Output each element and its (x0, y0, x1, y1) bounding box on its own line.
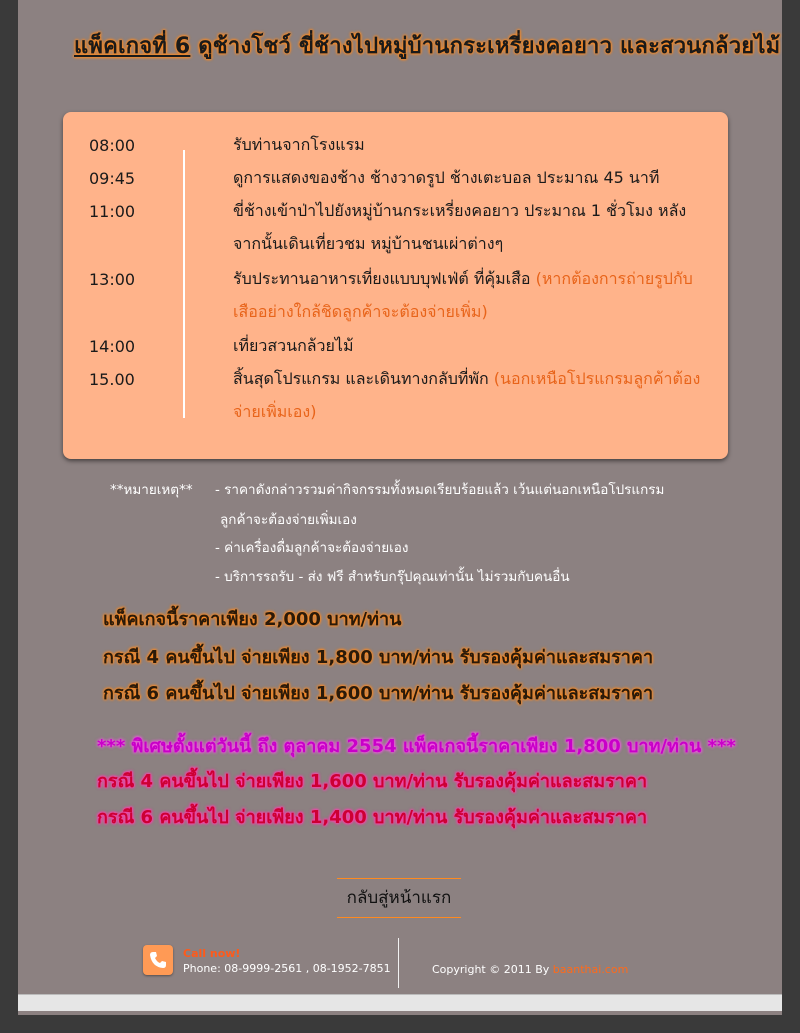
call-now-label: Call now! (183, 947, 241, 960)
schedule-desc: เที่ยวสวนกล้วยไม้ (233, 336, 354, 355)
package-label: แพ็คเกจที่ 6 (74, 34, 191, 59)
phone-numbers: Phone: 08-9999-2561 , 08-1952-7851 (183, 962, 391, 975)
remark-line: - ราคาดังกล่าวรวมค่ากิจกรรมทั้งหมดเรียบร้อยแล้ว เว้นแต่นอกเหนือโปรแกรม (215, 482, 665, 498)
schedule-time: 15.00 (89, 370, 135, 389)
promo-headline: *** พิเศษตั้งแต่วันนี้ ถึง ตุลาคม 2554 แพ็คเกจนี้ราคาเพียง 1,800 บาท/ท่าน *** (97, 736, 736, 757)
remark-line: - ค่าเครื่องดื่มลูกค้าจะต้องจ่ายเอง (215, 540, 409, 556)
remarks-label: **หมายเหตุ** (110, 482, 193, 498)
page-bottom-bar (18, 994, 782, 1011)
schedule-desc: รับประทานอาหารเที่ยงแบบบุฟเฟ่ต์ ที่คุ้มเสือ (หากต้องการถ่ายรูปกับเสืออย่างใกล้ชิดลูกค้าจะต้องจ่ายเพิ่ม) (233, 269, 693, 321)
schedule-panel (63, 112, 728, 459)
copyright (432, 963, 628, 976)
page-title (74, 28, 780, 63)
promo-group-4: กรณี 4 คนขึ้นไป จ่ายเพียง 1,600 บาท/ท่าน รับรองคุ้มค่าและสมราคา (97, 771, 648, 792)
schedule-time: 14:00 (89, 337, 136, 356)
timeline-divider (183, 150, 185, 418)
promo-group-6: กรณี 6 คนขึ้นไป จ่ายเพียง 1,400 บาท/ท่าน รับรองคุ้มค่าและสมราคา (97, 807, 648, 828)
remark-line: - บริการรถรับ - ส่ง ฟรี สำหรับกรุ๊ปคุณเท่านั้น ไม่รวมกับคนอื่น (215, 569, 570, 585)
package-title: ดูช้างโชว์ ขี่ช้างไปหมู่บ้านกระเหรี่ยงคอยาว และสวนกล้วยไม้ (198, 34, 781, 59)
schedule-desc: รับท่านจากโรงแรม (233, 135, 365, 154)
phone-icon (143, 945, 173, 975)
schedule-desc: สิ้นสุดโปรแกรม และเดินทางกลับที่พัก (นอกเหนือโปรแกรมลูกค้าต้องจ่ายเพิ่มเอง) (233, 369, 701, 421)
remark-line: ลูกค้าจะต้องจ่ายเพิ่มเอง (220, 512, 357, 528)
price-base: แพ็คเกจนี้ราคาเพียง 2,000 บาท/ท่าน (103, 609, 402, 630)
schedule-time: 09:45 (89, 169, 136, 188)
schedule-time: 08:00 (89, 136, 136, 155)
schedule-note: (นอกเหนือโปรแกรมลูกค้าต้องจ่ายเพิ่มเอง) (233, 369, 701, 421)
copyright-text: Copyright © 2011 By (432, 963, 553, 976)
schedule-time: 11:00 (89, 202, 136, 221)
home-link[interactable]: กลับสู่หน้าแรก (337, 878, 461, 918)
schedule-desc: ดูการแสดงของช้าง ช้างวาดรูป ช้างเตะบอล ประมาณ 45 นาที (233, 168, 660, 187)
schedule-note: (หากต้องการถ่ายรูปกับเสืออย่างใกล้ชิดลูกค้าจะต้องจ่ายเพิ่ม) (233, 269, 693, 321)
footer-divider (398, 938, 399, 988)
price-group-4: กรณี 4 คนขึ้นไป จ่ายเพียง 1,800 บาท/ท่าน รับรองคุ้มค่าและสมราคา (103, 647, 654, 668)
schedule-time: 13:00 (89, 270, 136, 289)
site-link[interactable]: baanthai.com (552, 963, 629, 976)
schedule-desc: ขี่ช้างเข้าป่าไปยังหมู่บ้านกระเหรี่ยงคอยาว ประมาณ 1 ชั่วโมง หลังจากนั้นเดินเที่ยวชม หมู่บ้านชนเผ่าต่างๆ (233, 201, 687, 253)
price-group-6: กรณี 6 คนขึ้นไป จ่ายเพียง 1,600 บาท/ท่าน รับรองคุ้มค่าและสมราคา (103, 683, 654, 704)
